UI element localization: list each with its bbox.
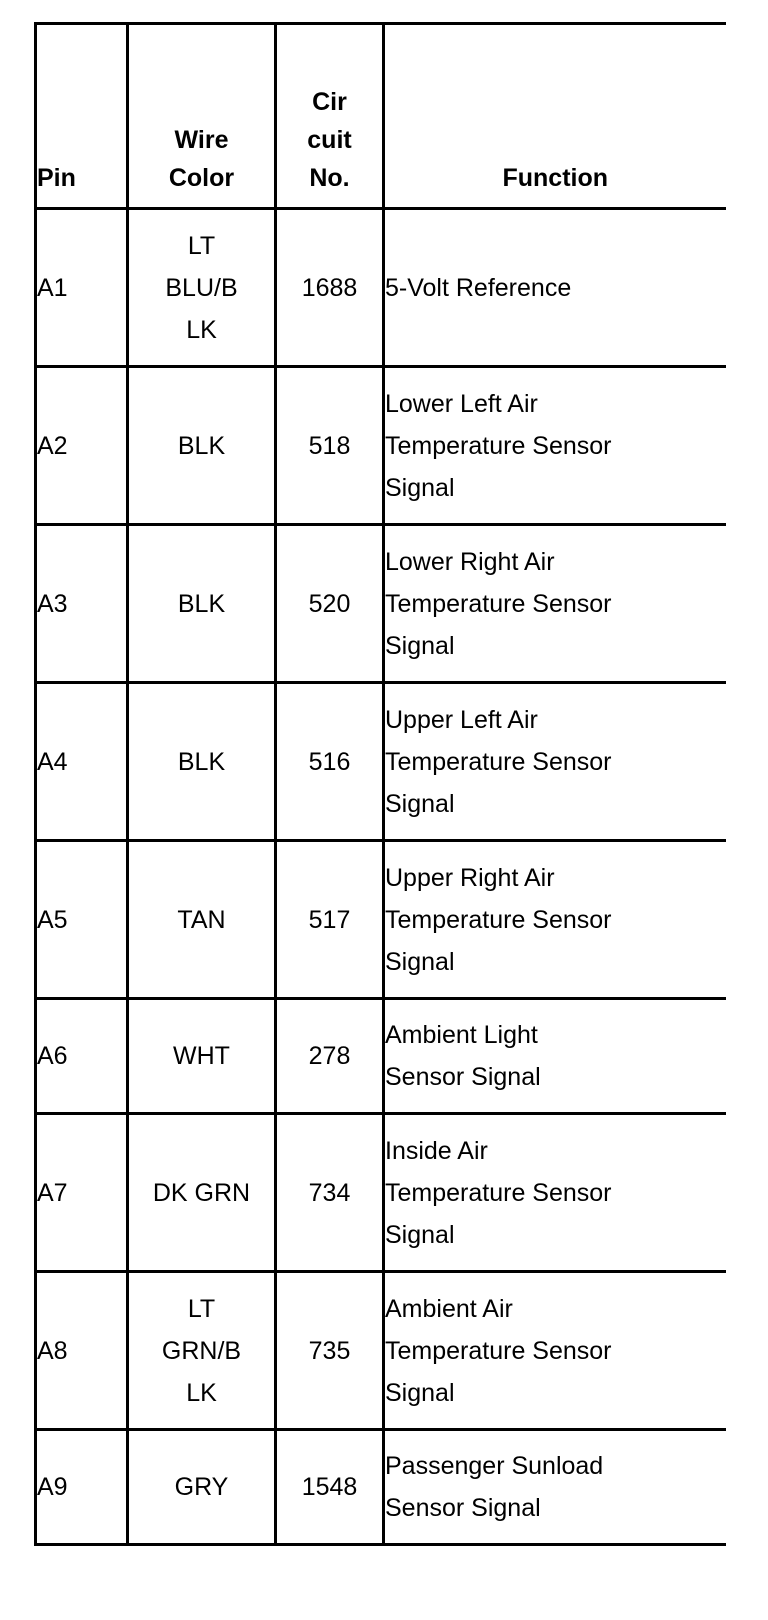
- circuit-no-cell: 735: [276, 1272, 384, 1430]
- pin-cell: A1: [36, 209, 128, 367]
- table-row: [36, 841, 726, 999]
- function-cell: Lower Left Air Temperature Sensor Signal: [384, 367, 726, 525]
- pin-cell: A6: [36, 999, 128, 1114]
- function-cell: Ambient Light Sensor Signal: [384, 999, 726, 1114]
- circuit-no-cell: 516: [276, 683, 384, 841]
- function-cell: Upper Right Air Temperature Sensor Signal: [384, 841, 726, 999]
- wire-color-cell: TAN: [128, 841, 276, 999]
- wire-color-cell: GRY: [128, 1430, 276, 1545]
- circuit-no-cell: 734: [276, 1114, 384, 1272]
- circuit-no-cell: 1548: [276, 1430, 384, 1545]
- pin-cell: A3: [36, 525, 128, 683]
- table-row: [36, 1272, 726, 1430]
- circuit-no-cell: 518: [276, 367, 384, 525]
- wire-color-cell: BLK: [128, 683, 276, 841]
- pin-cell: A9: [36, 1430, 128, 1545]
- circuit-no-cell: 278: [276, 999, 384, 1114]
- table-header-row: [36, 24, 726, 209]
- header-wire-color: Wire Color: [128, 24, 276, 209]
- table-row: [36, 999, 726, 1114]
- table-row: [36, 209, 726, 367]
- table-row: [36, 1430, 726, 1545]
- circuit-no-cell: 520: [276, 525, 384, 683]
- header-function: Function: [384, 24, 726, 209]
- connector-pinout-table: [34, 22, 726, 1546]
- table-row: [36, 1114, 726, 1272]
- circuit-no-cell: 1688: [276, 209, 384, 367]
- function-cell: 5-Volt Reference: [384, 209, 726, 367]
- wire-color-cell: LT BLU/B LK: [128, 209, 276, 367]
- pin-cell: A2: [36, 367, 128, 525]
- pin-cell: A4: [36, 683, 128, 841]
- table-row: [36, 683, 726, 841]
- wire-color-cell: BLK: [128, 367, 276, 525]
- pin-cell: A8: [36, 1272, 128, 1430]
- function-cell: Lower Right Air Temperature Sensor Signal: [384, 525, 726, 683]
- pin-cell: A5: [36, 841, 128, 999]
- connector-table-container: [34, 22, 726, 1546]
- header-circuit-no: Cir cuit No.: [276, 24, 384, 209]
- table-row: [36, 367, 726, 525]
- wire-color-cell: WHT: [128, 999, 276, 1114]
- wire-color-cell: BLK: [128, 525, 276, 683]
- table-row: [36, 525, 726, 683]
- function-cell: Upper Left Air Temperature Sensor Signal: [384, 683, 726, 841]
- circuit-no-cell: 517: [276, 841, 384, 999]
- function-cell: Passenger Sunload Sensor Signal: [384, 1430, 726, 1545]
- wire-color-cell: LT GRN/B LK: [128, 1272, 276, 1430]
- function-cell: Inside Air Temperature Sensor Signal: [384, 1114, 726, 1272]
- wire-color-cell: DK GRN: [128, 1114, 276, 1272]
- pin-cell: A7: [36, 1114, 128, 1272]
- function-cell: Ambient Air Temperature Sensor Signal: [384, 1272, 726, 1430]
- header-pin: Pin: [36, 24, 128, 209]
